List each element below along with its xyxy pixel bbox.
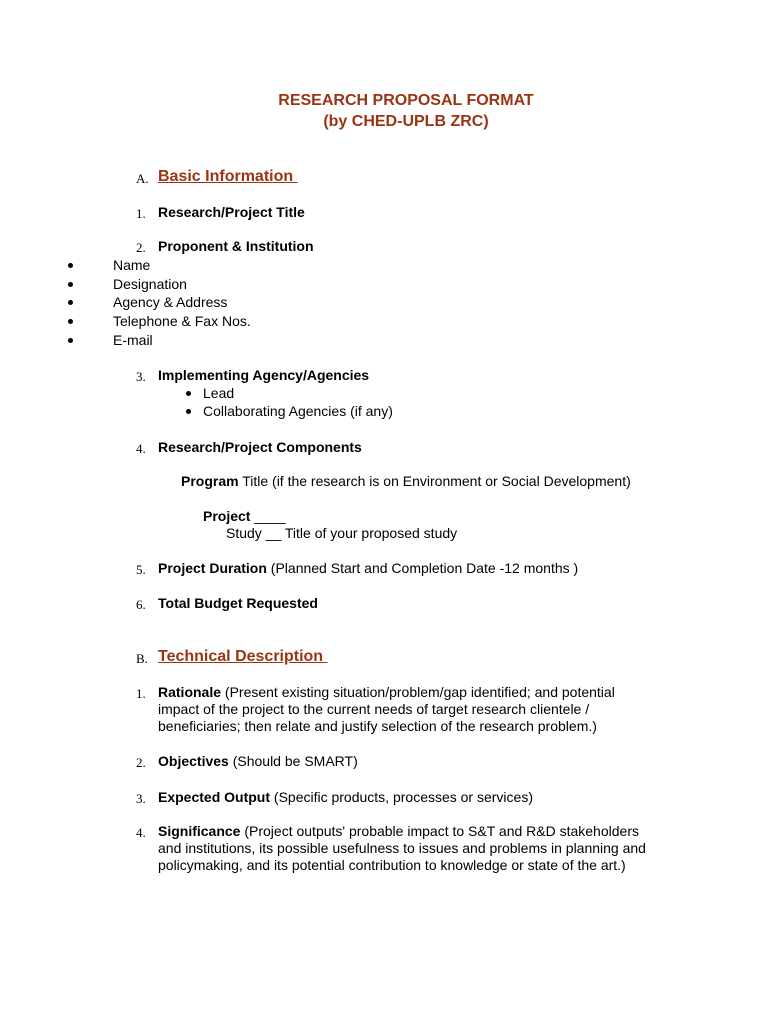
section-b-letter: B. bbox=[136, 651, 148, 666]
bullet-dot bbox=[186, 391, 191, 396]
list-item: Collaborating Agencies (if any) bbox=[203, 403, 393, 419]
list-item: Telephone & Fax Nos. bbox=[113, 313, 251, 329]
bullet-dot bbox=[68, 319, 73, 324]
item-number: 3. bbox=[136, 791, 146, 806]
item-expected-output: Expected Output (Specific products, processes or services) bbox=[158, 789, 533, 805]
item-number: 6. bbox=[136, 597, 146, 612]
item-number: 5. bbox=[136, 562, 146, 577]
project-line: Project ____ bbox=[203, 508, 286, 524]
document-subtitle: (by CHED-UPLB ZRC) bbox=[323, 113, 489, 130]
item-proponent: Proponent & Institution bbox=[158, 238, 314, 254]
list-item: Lead bbox=[203, 385, 235, 401]
list-item: E-mail bbox=[113, 332, 153, 348]
item-rationale-line: beneficiaries; then relate and justify selection of the research problem.) bbox=[158, 718, 597, 734]
bullet-dot bbox=[68, 338, 73, 343]
item-number: 3. bbox=[136, 369, 146, 384]
bullet-dot bbox=[68, 300, 73, 305]
item-rationale-line: impact of the project to the current needs of target research clientele / bbox=[158, 701, 590, 717]
bullet-dot bbox=[186, 409, 191, 414]
item-budget: Total Budget Requested bbox=[158, 595, 318, 611]
item-number: 1. bbox=[136, 686, 146, 701]
section-a-title: Basic Information bbox=[158, 168, 294, 185]
item-significance-line: policymaking, and its potential contribution to knowledge or state of the art.) bbox=[158, 857, 626, 873]
item-number: 4. bbox=[136, 441, 146, 456]
study-line: Study __ Title of your proposed study bbox=[226, 525, 458, 541]
section-a-letter: A. bbox=[136, 171, 149, 186]
item-components: Research/Project Components bbox=[158, 439, 362, 455]
item-number: 1. bbox=[136, 206, 146, 221]
item-rationale: Rationale (Present existing situation/problem/gap identified; and potential bbox=[158, 684, 615, 700]
item-number: 2. bbox=[136, 240, 146, 255]
item-number: 4. bbox=[136, 825, 146, 840]
program-line: Program Title (if the research is on Environment or Social Development) bbox=[181, 473, 631, 489]
list-item: Name bbox=[113, 257, 151, 273]
item-duration: Project Duration (Planned Start and Completion Date -12 months ) bbox=[158, 560, 579, 576]
item-significance-line: and institutions, its possible usefulness to issues and problems in planning and bbox=[158, 840, 646, 856]
item-number: 2. bbox=[136, 755, 146, 770]
item-objectives: Objectives (Should be SMART) bbox=[158, 753, 358, 769]
document-title: RESEARCH PROPOSAL FORMAT bbox=[278, 92, 534, 109]
bullet-dot bbox=[68, 282, 73, 287]
bullet-dot bbox=[68, 263, 73, 268]
list-item: Designation bbox=[113, 276, 187, 292]
section-b-title: Technical Description bbox=[158, 648, 324, 665]
list-item: Agency & Address bbox=[113, 294, 228, 310]
item-implementing-agency: Implementing Agency/Agencies bbox=[158, 367, 370, 383]
item-significance: Significance (Project outputs' probable impact to S&T and R&D stakeholders bbox=[158, 823, 639, 839]
item-research-title: Research/Project Title bbox=[158, 204, 305, 220]
